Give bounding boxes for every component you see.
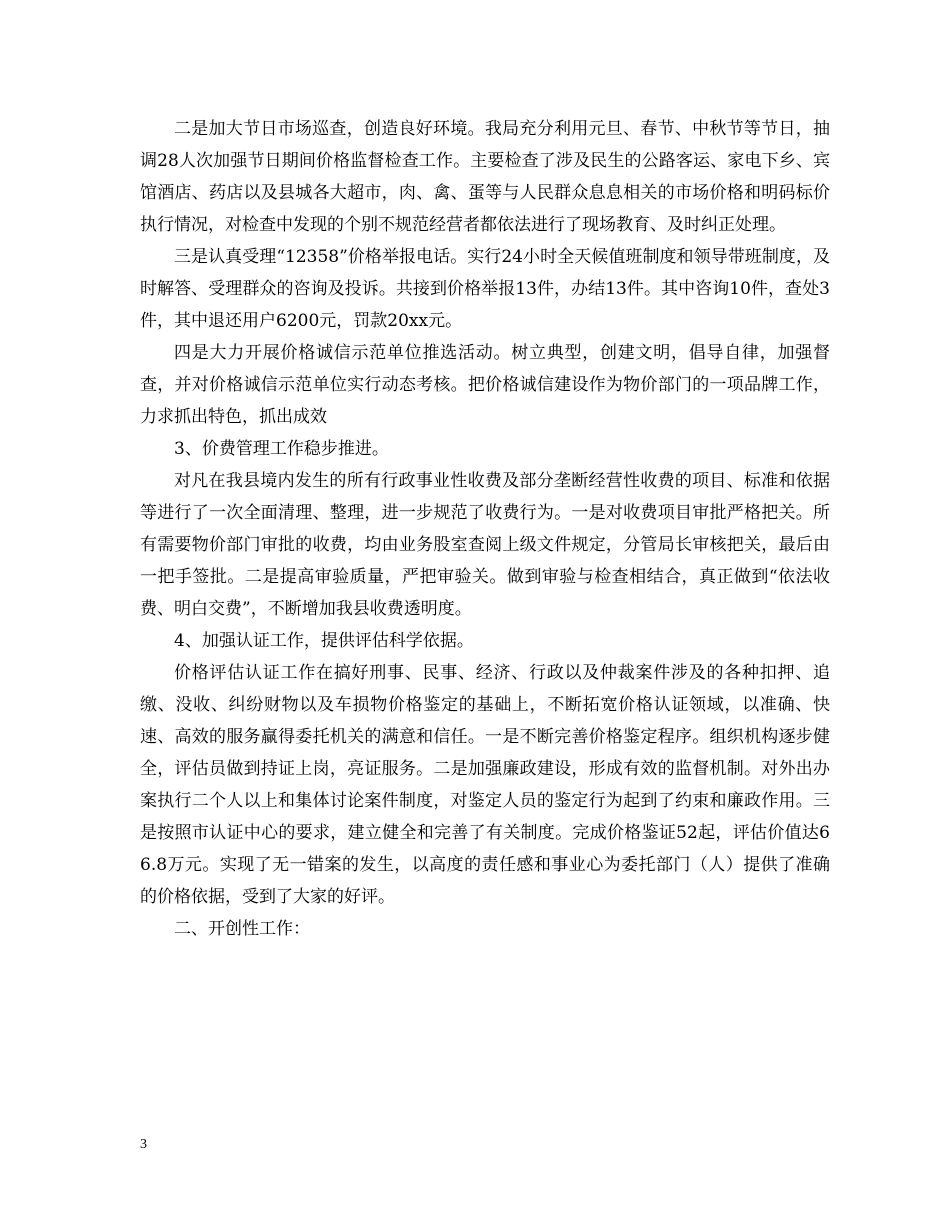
paragraph-price-hotline: 三是认真受理“12358”价格举报电话。实行24小时全天候值班制度和领导带班制度，及时解答、受理群众的咨询及投诉。共接到价格举报13件，办结13件。其中咨询10件，查处3件，其中退还用户6200元，罚款20xx元。 xyxy=(140,247,830,331)
document-body xyxy=(140,113,830,945)
paragraph-fee-management: 对凡在我县境内发生的所有行政事业性收费及部分垄断经营性收费的项目、标准和依据等进行了一次全面清理、整理，进一步规范了收费行为。一是对收费项目审批严格把关。所有需要物价部门审批的收费，均由业务股室查阅上级文件规定，分管局长审核把关，最后由一把手签批。二是提高审验质量，严把审验关。做到审验与检查相结合，真正做到“依法收费、明白交费”，不断增加我县收费透明度。 xyxy=(140,471,830,619)
heading-fee-management: 3、价费管理工作稳步推进。 xyxy=(174,439,389,459)
heading-pioneering-work: 二、开创性工作： xyxy=(174,919,310,939)
paragraph-festival-inspection: 二是加大节日市场巡查，创造良好环境。我局充分利用元旦、春节、中秋节等节日，抽调28人次加强节日期间价格监督检查工作。主要检查了涉及民生的公路客运、家电下乡、宾馆酒店、药店以及县城各大超市，肉、禽、蛋等与人民群众息息相关的市场价格和明码标价执行情况，对检查中发现的个别不规范经营者都依法进行了现场教育、及时纠正处理。 xyxy=(140,119,830,235)
page-number: 3 xyxy=(140,1137,147,1152)
paragraph-certification-work: 价格评估认证工作在搞好刑事、民事、经济、行政以及仲裁案件涉及的各种扣押、追缴、没收、纠纷财物以及车损物价格鉴定的基础上，不断拓宽价格认证领域，以准确、快速、高效的服务赢得委托机关的满意和信任。一是不断完善价格鉴定程序。组织机构逐步健全，评估员做到持证上岗，亮证服务。二是加强廉政建设，形成有效的监督机制。对外出办案执行二个人以上和集体讨论案件制度，对鉴定人员的鉴定行为起到了约束和廉政作用。三是按照市认证中心的要求，建立健全和完善了有关制度。完成价格鉴证52起，评估价值达66.8万元。实现了无一错案的发生，以高度的责任感和事业心为委托部门（人）提供了准确的价格依据，受到了大家的好评。 xyxy=(140,663,830,907)
paragraph-integrity-demonstration: 四是大力开展价格诚信示范单位推选活动。树立典型，创建文明，倡导自律，加强督查，并对价格诚信示范单位实行动态考核。把价格诚信建设作为物价部门的一项品牌工作，力求抓出特色，抓出成效 xyxy=(140,343,830,427)
heading-certification-work: 4、加强认证工作，提供评估科学依据。 xyxy=(174,631,474,651)
